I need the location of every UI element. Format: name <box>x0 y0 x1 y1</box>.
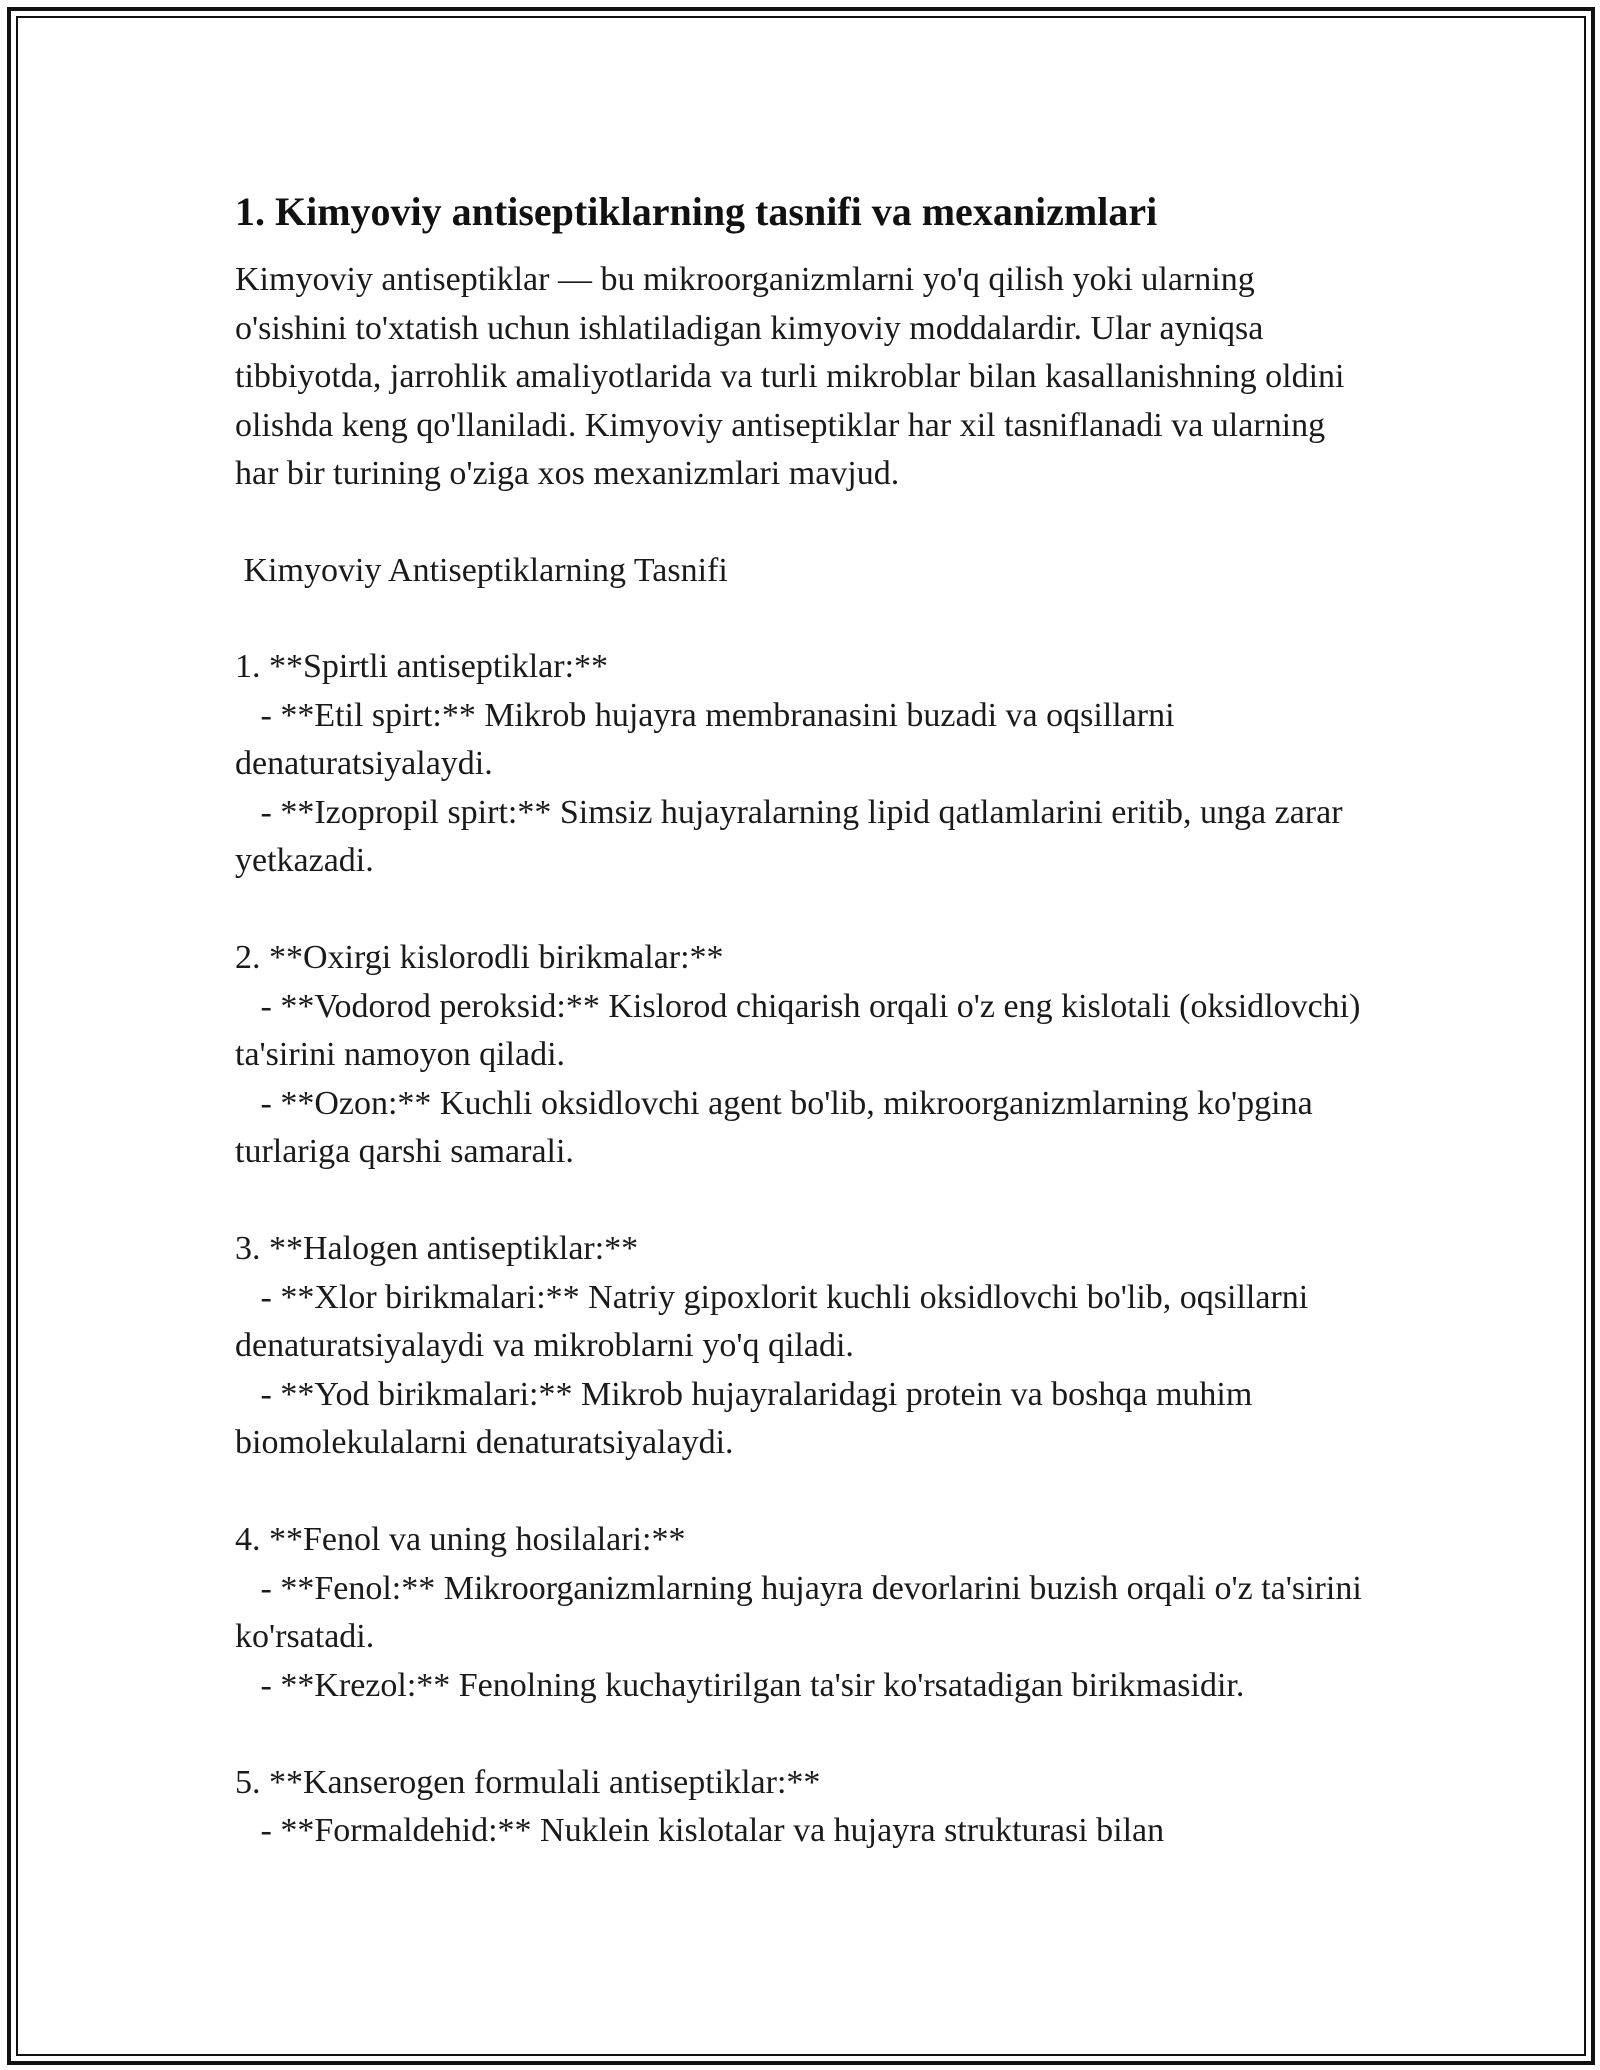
section-title: 3. **Halogen antiseptiklar:** <box>235 1230 639 1267</box>
document-content <box>235 186 1371 1904</box>
section-title: 2. **Oxirgi kislorodli birikmalar:** <box>235 939 724 976</box>
section-title: 4. **Fenol va uning hosilalari:** <box>235 1521 686 1558</box>
section-alcohol-antiseptics <box>235 643 1365 886</box>
section-phenol-derivatives <box>235 1516 1371 1710</box>
page-title: 1. Kimyoviy antiseptiklarning tasnifi va mexanizmlari <box>235 189 1158 234</box>
list-item: - **Krezol:** Fenolning kuchaytirilgan ta'sir ko'rsatadigan birikmasidir. <box>235 1666 1245 1704</box>
list-item: - **Ozon:** Kuchli oksidlovchi agent bo'lib, mikroorganizmlarning ko'pgina turlariga qarshi samarali. <box>235 1084 1322 1170</box>
section-oxygen-compounds <box>235 934 1369 1177</box>
section-title: 5. **Kanserogen formulali antiseptiklar:** <box>235 1763 821 1801</box>
list-item: - **Xlor birikmalari:** Natriy gipoxlorit kuchli oksidlovchi bo'lib, oqsillarni denaturatsiyalaydi va mikroblarni yo'q qiladi. <box>235 1278 1317 1364</box>
list-item: - **Vodorod peroksid:** Kislorod chiqarish orqali o'z eng kislotali (oksidlovchi) ta'sirini namoyon qiladi. <box>235 987 1369 1073</box>
list-item: - **Fenol:** Mikroorganizmlarning hujayra devorlarini buzish orqali o'z ta'sirini ko'rsatadi. <box>235 1569 1371 1655</box>
section-carcinogenic-antiseptics <box>235 1759 1365 1856</box>
list-item: - **Formaldehid:** Nuklein kislotalar va hujayra strukturasi bilan <box>235 1812 1165 1849</box>
list-item: - **Yod birikmalari:** Mikrob hujayralaridagi protein va boshqa muhim biomolekulalarni denaturatsiyalaydi. <box>235 1375 1261 1461</box>
classification-subheading: Kimyoviy Antiseptiklarning Tasnifi <box>235 551 728 589</box>
section-title: 1. **Spirtli antiseptiklar:** <box>235 648 609 685</box>
list-item: - **Izopropil spirt:** Simsiz hujayralarning lipid qatlamlarini eritib, unga zarar yetkazadi. <box>235 793 1352 879</box>
section-halogen-antiseptics <box>235 1225 1365 1468</box>
list-item: - **Etil spirt:** Mikrob hujayra membranasini buzadi va oqsillarni denaturatsiyalaydi. <box>235 696 1184 782</box>
intro-paragraph: Kimyoviy antiseptiklar — bu mikroorganizmlarni yo'q qilish yoki ularning o'sishini to'xtatish uchun ishlatiladigan kimyoviy moddalardir. Ular ayniqsa tibbiyotda, jarrohlik amaliyotlarida va turli mikroblar bilan kasallanishning oldini olishda keng qo'llaniladi. Kimyoviy antiseptiklar har xil tasniflanadi va ularning har bir turining o'ziga xos mexanizmlari mavjud. <box>235 261 1353 492</box>
